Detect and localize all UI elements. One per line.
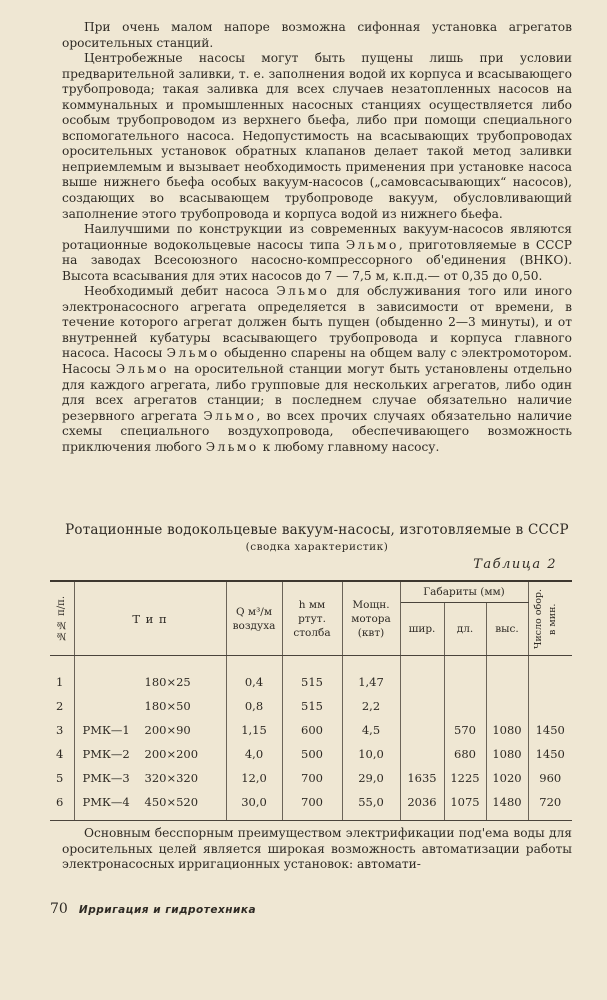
cell-size: 450×520	[144, 795, 199, 809]
cell-height: 1080	[486, 742, 528, 766]
text-span: , приготовляемые в СССР на заводах Всесоюзного насосно-компрессорного об'единения (ВНКО). Высота всасывания для этих насосов до 7 — 7,5 м, к.п.д.— от 0,35 до 0,50.	[62, 237, 573, 283]
cell-model: РМК—4	[82, 795, 130, 809]
table-row	[50, 766, 572, 790]
cell-height	[486, 656, 528, 695]
paragraph-siphon: При очень малом напоре возможна сифонная установка агрегатов оросительных станций.	[62, 20, 572, 50]
cell-length	[444, 656, 486, 695]
cell-q: 1,15	[226, 718, 282, 742]
cell-power: 4,5	[342, 718, 400, 742]
cell-rpm: 1450	[535, 747, 565, 761]
cell-type	[74, 694, 226, 718]
elmo-term: Эльмо	[205, 439, 259, 454]
cell-h: 600	[282, 718, 342, 742]
cell-size: 200×90	[144, 723, 191, 737]
running-title: Ирригация и гидротехника	[78, 904, 257, 916]
header-num	[50, 581, 74, 656]
cell-type	[74, 718, 226, 742]
cell-q: 30,0	[226, 790, 282, 821]
cell-size: 180×50	[144, 699, 191, 713]
bottom-text	[62, 826, 572, 873]
cell-h: 500	[282, 742, 342, 766]
cell-num: 6	[50, 790, 74, 821]
table-row	[50, 656, 572, 695]
cell-h: 515	[282, 694, 342, 718]
cell-width	[400, 718, 444, 742]
cell-length	[444, 694, 486, 718]
cell-num: 5	[50, 766, 74, 790]
header-type: Т и п	[74, 581, 226, 656]
cell-power: 2,2	[342, 694, 400, 718]
cell-num: 3	[50, 718, 74, 742]
header-rpm	[528, 581, 572, 656]
cell-height: 1480	[486, 790, 528, 821]
header-num-text: №№ п/п.	[55, 595, 67, 642]
cell-q: 0,8	[226, 694, 282, 718]
paragraph-elmo-debit	[62, 284, 572, 455]
cell-type	[74, 766, 226, 790]
cell-type	[74, 790, 226, 821]
header-q: Q м³/м воздуха	[226, 581, 282, 656]
text-span: Необходимый дебит насоса	[84, 284, 269, 299]
cell-width	[400, 656, 444, 695]
table-row	[50, 718, 572, 742]
paragraph-centrifugal: Центробежные насосы могут быть пущены лишь при условии предварительной заливки, т. е. заполнения водой их корпуса и всасывающего трубопровода; такая заливка для всех случаев незатопленных насосов на коммунальных и промышленных насосных станциях осуществляется либо особым трубопроводом из верхнего бьефа, либо при помощи специального вспомогательного насоса. Недопустимость на всасывающих трубопроводах оросительных установок обратных клапанов делает такой метод заливки неприемлемым и вызывает необходимость применения при установке насоса выше нижнего бьефа особых вакуум-насосов („самовсасывающих“ насосов), создающих во всасывающем трубопроводе вакуум, обусловливающий заполнение этого трубопровода и корпуса водой из нижнего бьефа.	[62, 51, 572, 221]
cell-power: 10,0	[342, 742, 400, 766]
cell-type	[74, 742, 226, 766]
elmo-term: Эльмо	[166, 346, 220, 361]
cell-height	[486, 694, 528, 718]
cell-height: 1020	[486, 766, 528, 790]
cell-rpm: 1450	[535, 723, 565, 737]
table-row	[50, 790, 572, 821]
header-width: шир.	[400, 603, 444, 656]
cell-size: 320×320	[144, 771, 199, 785]
cell-num: 1	[50, 656, 74, 695]
table-row	[50, 694, 572, 718]
cell-h: 700	[282, 766, 342, 790]
table-label: Таблица 2	[473, 557, 557, 572]
cell-width	[400, 742, 444, 766]
cell-rpm	[528, 694, 572, 718]
text-span: Наилучшими по конструкции из современных вакуум-насосов являются ротационные водокольцевые насосы типа	[62, 222, 572, 252]
header-length: дл.	[444, 603, 486, 656]
cell-width	[400, 694, 444, 718]
header-height: выс.	[486, 603, 528, 656]
cell-model: РМК—1	[82, 723, 130, 737]
table-title: Ротационные водокольцевые вакуум-насосы, изготовляемые в СССР	[65, 522, 569, 538]
main-text	[62, 20, 572, 455]
page-footer	[50, 898, 256, 917]
text-span: , во всех прочих случаях обязательно наличие схемы специального воздухопровода, обеспечивающего возможность приключения любого	[62, 408, 573, 454]
cell-height: 1080	[486, 718, 528, 742]
page-number: 70	[50, 901, 68, 917]
table-body	[50, 656, 572, 821]
paragraph-vacuum-pumps	[62, 222, 572, 284]
header-rpm-text: Число обор. в мин.	[533, 588, 559, 649]
text-span: для обслуживания того или иного электронасосного агрегата определяется в зависимости от времени, в течение которого агрегат должен быть пущен (обыденно 2—3 минуты), и от внутренней кубатуры всасывающего трубопровода и корпуса главного насоса. Насосы	[62, 284, 573, 361]
cell-power: 29,0	[342, 766, 400, 790]
cell-size: 200×200	[144, 747, 199, 761]
cell-num: 2	[50, 694, 74, 718]
cell-q: 12,0	[226, 766, 282, 790]
elmo-term: Эльмо	[345, 237, 399, 252]
cell-q: 0,4	[226, 656, 282, 695]
cell-size: 180×25	[144, 675, 191, 689]
pump-table	[50, 580, 572, 821]
cell-width: 2036	[400, 790, 444, 821]
cell-power: 55,0	[342, 790, 400, 821]
cell-h: 700	[282, 790, 342, 821]
cell-rpm	[528, 656, 572, 695]
cell-length: 570	[444, 718, 486, 742]
cell-h: 515	[282, 656, 342, 695]
cell-model: РМК—2	[82, 747, 130, 761]
cell-num: 4	[50, 742, 74, 766]
table-row	[50, 742, 572, 766]
cell-model: РМК—3	[82, 771, 130, 785]
cell-rpm: 720	[528, 790, 572, 821]
elmo-term: Эльмо	[115, 362, 169, 377]
cell-rpm: 960	[539, 771, 562, 785]
cell-type	[74, 656, 226, 695]
paragraph-automation: Основным бесспорным преимуществом электрификации под'ема воды для оросительных целей является широкая возможность автоматизации работы электронасосных ирригационных установок: автомати-	[62, 826, 572, 871]
header-h: h мм ртут. столба	[282, 581, 342, 656]
elmo-term: Эльмо	[203, 408, 257, 423]
text-span: к любому главному насосу.	[262, 439, 440, 454]
cell-q: 4,0	[226, 742, 282, 766]
text-span: обыденно спарены на общем валу с электромотором. Насосы	[62, 346, 572, 377]
cell-length: 1075	[444, 790, 486, 821]
header-power: Мощн. мотора (квт)	[342, 581, 400, 656]
cell-length: 680	[444, 742, 486, 766]
cell-length: 1225	[444, 766, 486, 790]
elmo-term: Эльмо	[276, 284, 330, 299]
cell-width: 1635	[400, 766, 444, 790]
text-span: на оросительной станции могут быть установлены отдельно для каждого агрегата, либо групповые для нескольких агрегатов, либо один для всех агрегатов станции; в последнем случае обязательно наличие резервного агрегата	[62, 362, 573, 423]
table-subtitle: (сводка характеристик)	[245, 541, 389, 553]
header-dims: Габариты (мм)	[400, 581, 528, 603]
cell-power: 1,47	[342, 656, 400, 695]
